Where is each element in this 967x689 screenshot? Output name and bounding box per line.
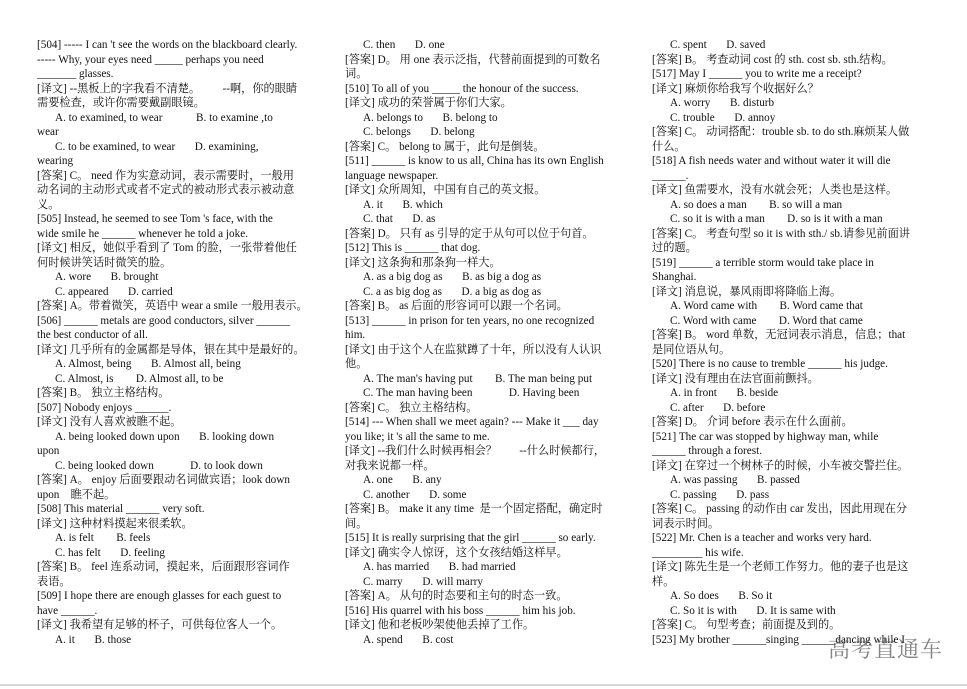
- translation-text: [译文] 这种材料摸起来很柔软。: [37, 517, 193, 530]
- question-text: [515] It is really surprising that the girl ______ so early.: [345, 532, 596, 544]
- question-text: [505] Instead, he seemed to see Tom 's face, with the: [37, 213, 273, 225]
- text-line: 词表示时间。: [652, 517, 720, 530]
- question-text: [523] My brother ______singing ______dancing while I: [652, 633, 905, 646]
- text-line: you like; it 's all the same to me.: [345, 430, 490, 443]
- question-text: [521] The car was stopped by highway man, while: [652, 430, 879, 443]
- answer-options: C. that D. as: [363, 213, 436, 225]
- question-text: [519] ______ a terrible storm would take place in: [652, 256, 874, 269]
- answer-options: C. so it is with a man D. so is it with a man: [670, 213, 883, 225]
- answer-text: [答案] A。 enjoy 后面要跟动名词做宾语；look down: [37, 474, 290, 486]
- answer-options: C. being looked down D. to look down: [55, 459, 263, 472]
- answer-text: [答案] C。 need 作为实意动词，表示需要时，一般用: [37, 169, 294, 182]
- answer-text: [答案] C。 belong to 属于，此句是倒装。: [345, 140, 545, 153]
- text-line: 义。: [37, 198, 60, 211]
- text-line: 是同位语从句。: [652, 343, 731, 356]
- translation-text: [译文] 他和老板吵架使他丢掉了工作。: [345, 619, 535, 631]
- answer-options: A. to examined, to wear B. to examine ,to: [55, 111, 273, 124]
- answer-options: A. The man's having put B. The man being put: [363, 372, 593, 385]
- answer-options: A. as a big dog as B. as big a dog as: [363, 271, 542, 283]
- answer-options: C. has felt D. feeling: [55, 546, 165, 559]
- answer-text: [答案] B。 word 单数，无冠词表示消息，信息；that: [652, 329, 906, 341]
- translation-text: [译文] 众所周知，中国有自己的英文报。: [345, 184, 546, 196]
- translation-text: [译文] 没有人喜欢被瞧不起。: [37, 416, 182, 428]
- answer-text: [答案] C。 考查句型 so it is with sth./ sb.请参见前面讲: [652, 227, 910, 240]
- translation-text: [译文] 我希望有足够的杯子，可供每位客人一个。: [37, 619, 283, 631]
- text-line: Shanghai.: [652, 271, 697, 283]
- answer-options: C. belongs D. belong: [363, 126, 475, 138]
- translation-text: [译文] 相反，她似乎看到了 Tom 的脸，一张带着他任: [37, 242, 297, 254]
- text-line: 动名词的主动形式或者不定式的被动形式表示被动意: [37, 184, 295, 196]
- translation-text: [译文] --黑板上的字我看不清楚。 --啊，你的眼睛: [37, 82, 298, 95]
- question-text: [511] ______ is know to us all, China has its own English: [345, 155, 604, 167]
- text-line: 过的题。: [652, 242, 697, 254]
- answer-options: A. it B. those: [55, 633, 132, 646]
- question-text: [518] A fish needs water and without water it will die: [652, 155, 891, 167]
- text-line: 需要检查，或许你需要戴副眼镜。: [37, 97, 205, 109]
- translation-text: [译文] 消息说，暴风雨即将降临上海。: [652, 285, 842, 298]
- answer-text: [答案] D。 只有 as 引导的定于从句可以位于句首。: [345, 227, 594, 240]
- answer-options: A. Almost, being B. Almost all, being: [55, 358, 241, 370]
- text-line: 间。: [345, 517, 368, 530]
- translation-text: [译文] 由于这个人在监狱蹲了十年，所以没有人认识: [345, 343, 602, 356]
- text-line: 词。: [345, 68, 368, 80]
- watermark-logo: 高考直通车: [828, 638, 944, 663]
- text-line: 何时候讲笑话时微笑的脸。: [37, 256, 172, 269]
- answer-options: A. is felt B. feels: [55, 532, 151, 544]
- translation-text: [译文] 几乎所有的金属都是导体，银在其中是最好的。: [37, 343, 305, 356]
- answer-options: C. Almost, is D. Almost all, to be: [55, 372, 224, 385]
- text-line: have ______.: [37, 604, 98, 617]
- answer-options: A. belongs to B. belong to: [363, 111, 498, 124]
- answer-options: C. to be examined, to wear D. examining,: [55, 140, 259, 153]
- question-text: [514] --- When shall we meet again? --- Make it ___ day: [345, 416, 599, 428]
- text-line: 对我来说都一样。: [345, 459, 435, 472]
- answer-options: A. So does B. So it: [670, 590, 773, 602]
- translation-text: [译文] 在穿过一个树林子的时候，小车被交警拦住。: [652, 459, 909, 472]
- answer-options: A. it B. which: [363, 198, 443, 211]
- text-line: the best conductor of all.: [37, 329, 148, 341]
- question-text: [509] I hope there are enough glasses for each guest to: [37, 590, 282, 602]
- answer-options: A. being looked down upon B. looking down: [55, 430, 275, 443]
- question-text: [506] ______ metals are good conductors, silver ______: [37, 314, 290, 327]
- answer-options: A. wore B. brought: [55, 271, 159, 283]
- answer-text: [答案] D。 介词 before 表示在什么面前。: [652, 416, 853, 428]
- answer-options: A. one B. any: [363, 474, 442, 486]
- text-line: him.: [345, 329, 366, 341]
- text-line: ______ through a forest.: [652, 445, 762, 457]
- text-line: ______.: [652, 169, 689, 182]
- text-line: wearing: [37, 155, 74, 167]
- text-line: _______ glasses.: [37, 68, 114, 80]
- text-line: 他。: [345, 358, 368, 370]
- question-text: [507] Nobody enjoys ______.: [37, 401, 172, 414]
- answer-options: A. spend B. cost: [363, 633, 454, 646]
- answer-text: [答案] B。 as 后面的形容词可以跟一个名词。: [345, 300, 568, 312]
- translation-text: [译文] --我们什么时候再相会？ --什么时候都行，: [345, 445, 606, 457]
- answer-options: C. another D. some: [363, 488, 467, 501]
- question-text: [513] ______ in prison for ten years, no one recognized: [345, 314, 595, 327]
- question-text: [522] Mr. Chen is a teacher and works very hard.: [652, 532, 872, 544]
- translation-text: [译文] 确实令人惊讶，这个女孩结婚这样早。: [345, 546, 568, 559]
- answer-text: [答案] C。 句型考查；前面提及到的。: [652, 619, 841, 631]
- translation-text: [译文] 这条狗和那条狗一样大。: [345, 256, 501, 269]
- answer-options: C. Word with came D. Word that came: [670, 314, 863, 327]
- answer-options: C. trouble D. annoy: [670, 111, 776, 124]
- text-line: 什么。: [652, 140, 686, 153]
- answer-options: C. a as big dog as D. a big as dog as: [363, 285, 542, 298]
- text-line: language newspaper.: [345, 169, 439, 182]
- answer-options: C. then D. one: [363, 39, 445, 51]
- answer-text: [答案] B。 独立主格结构。: [37, 387, 170, 399]
- text-line: wear: [37, 126, 59, 138]
- text-line: ----- Why, your eyes need _____ perhaps you need: [37, 53, 264, 66]
- answer-text: [答案] A。带着微笑，英语中 wear a smile 一般用表示。: [37, 300, 308, 312]
- column-middle: [345, 38, 650, 647]
- translation-text: [译文] 陈先生是一个老师工作努力。他的妻子也是这: [652, 561, 909, 573]
- answer-options: C. So it is with D. It is same with: [670, 604, 836, 617]
- question-text: [512] This is ______ that dog.: [345, 242, 481, 254]
- question-text: [508] This material ______ very soft.: [37, 503, 205, 515]
- answer-options: A. in front B. beside: [670, 387, 779, 399]
- text-line: 表语。: [37, 575, 71, 588]
- answer-text: [答案] C。 动词搭配：trouble sb. to do sth.麻烦某人做: [652, 126, 910, 138]
- answer-text: [答案] B。 make it any time 是一个固定搭配，确定时: [345, 503, 603, 515]
- text-line: _________ his wife.: [652, 546, 744, 559]
- column-left: [37, 38, 342, 647]
- answer-text: [答案] B。 feel 连系动词，摸起来，后面跟形容词作: [37, 561, 290, 573]
- column-right: [652, 38, 957, 647]
- page-bottom-divider: [0, 684, 967, 686]
- answer-text: [答案] C。 独立主格结构。: [345, 401, 478, 414]
- question-text: [520] There is no cause to tremble ______ his judge.: [652, 358, 888, 370]
- answer-options: A. worry B. disturb: [670, 97, 775, 109]
- answer-options: A. was passing B. passed: [670, 474, 800, 486]
- translation-text: [译文] 麻烦你给我写个收据好么？: [652, 82, 819, 95]
- answer-options: C. spent D. saved: [670, 39, 766, 51]
- question-text: [516] His quarrel with his boss ______ him his job.: [345, 604, 576, 617]
- text-line: upon 瞧不起。: [37, 488, 116, 501]
- text-line: 样。: [652, 575, 675, 588]
- text-line: upon: [37, 445, 60, 457]
- translation-text: [译文] 没有理由在法官面前颤抖。: [652, 372, 819, 385]
- question-text: [510] To all of you _____ the honour of the success.: [345, 82, 579, 95]
- translation-text: [译文] 鱼需要水，没有水就会死；人类也是这样。: [652, 184, 898, 196]
- answer-text: [答案] A。 从句的时态要和主句的时态一致。: [345, 590, 568, 602]
- answer-options: C. marry D. will marry: [363, 575, 483, 588]
- text-line: wide smile he ______ whenever he told a joke.: [37, 227, 248, 240]
- answer-options: A. has married B. had married: [363, 561, 516, 573]
- answer-text: [答案] B。 考查动词 cost 的 sth. cost sb. sth.结构。: [652, 53, 893, 66]
- question-text: [517] May I ______ you to write me a receipt?: [652, 68, 862, 80]
- answer-options: C. appeared D. carried: [55, 285, 173, 298]
- question-text: [504] ----- I can 't see the words on the blackboard clearly.: [37, 39, 298, 51]
- answer-text: [答案] D。 用 one 表示泛指，代替前面提到的可数名: [345, 53, 601, 66]
- answer-options: C. passing D. pass: [670, 488, 770, 501]
- answer-text: [答案] C。 passing 的动作由 car 发出，因此用现在分: [652, 503, 908, 515]
- answer-options: C. after D. before: [670, 401, 766, 414]
- answer-options: C. The man having been D. Having been: [363, 387, 580, 399]
- answer-options: A. Word came with B. Word came that: [670, 300, 863, 312]
- translation-text: [译文] 成功的荣誉属于你们大家。: [345, 97, 512, 109]
- answer-options: A. so does a man B. so will a man: [670, 198, 843, 211]
